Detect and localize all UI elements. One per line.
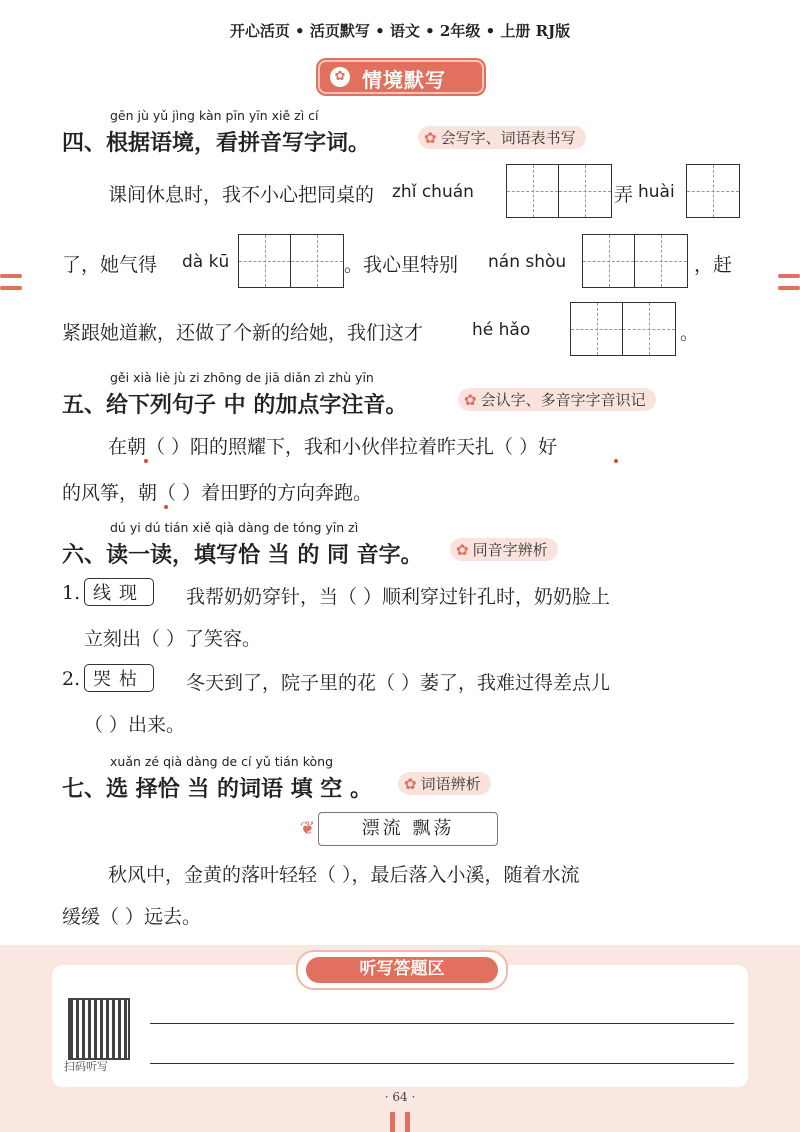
- q4-line2-a: 了，她气得: [62, 254, 158, 276]
- right-edge-mark: [778, 274, 800, 278]
- q6-title: 六、读一读，填写恰 当 的 同 音字。: [62, 543, 423, 568]
- qr-code-icon[interactable]: [68, 998, 130, 1060]
- answer-area-title: 听写答题区: [306, 957, 498, 983]
- q5-line2: 的风筝，朝（ ）着田野的方向奔跑。: [62, 482, 373, 504]
- q4-title: 四、根据语境，看拼音写字词。: [62, 131, 371, 156]
- q7-tag-text: 词语辨析: [420, 775, 481, 793]
- section-banner: [318, 60, 484, 94]
- q7-word-choices: 漂流 飘荡: [318, 812, 498, 846]
- page-header: 开心活页 • 活页默写 • 语文 • 2年级 • 上册 RJ版: [229, 22, 571, 40]
- q7-tag: [398, 772, 491, 795]
- left-edge-mark: [0, 274, 22, 278]
- q4-line3-a: 紧跟她道歉，还做了个新的给她，我们这才: [62, 322, 424, 344]
- right-edge-mark: [778, 286, 800, 290]
- q6-item1-line1: 我帮奶奶穿针，当（ ）顺利穿过针孔时，奶奶脸上: [186, 586, 611, 608]
- q6-item1-line2: 立刻出（ ）了笑容。: [84, 628, 262, 650]
- q4-tag-text: 会写字、词语表书写: [440, 129, 576, 147]
- q4-line2-c: ，赶: [694, 254, 733, 276]
- q6-item2-char-box: 哭枯: [84, 664, 154, 692]
- q6-tag-text: 同音字辨析: [472, 541, 548, 559]
- q4-line1-text: 课间休息时，我不小心把同桌的: [108, 184, 375, 206]
- emphasis-dot: [164, 505, 168, 509]
- bottom-edge-mark: [390, 1112, 395, 1132]
- qr-label: 扫码听写: [64, 1060, 108, 1073]
- writing-grid-zhichuan[interactable]: [506, 164, 612, 218]
- q5-pinyin: gěi xià liè jù zi zhōng de jiā diǎn zì zhù yīn: [110, 370, 374, 385]
- q5-line1: 在朝（ ）阳的照耀下，我和小伙伴拉着昨天扎（ ）好: [108, 436, 558, 458]
- flower-icon: ✿: [330, 67, 350, 87]
- q5-tag-text: 会认字、多音字字音识记: [480, 391, 646, 409]
- q6-item1-num: 1.: [62, 582, 81, 604]
- tag-dot-icon: ✿: [404, 775, 417, 793]
- q4-pinyin-daku: dà kū: [182, 252, 230, 272]
- writing-grid-daku[interactable]: [238, 234, 344, 288]
- q4-tag: [418, 126, 586, 149]
- answer-line[interactable]: [150, 1023, 734, 1024]
- q7-line1: 秋风中，金黄的落叶轻轻（ ），最后落入小溪，随着水流: [108, 864, 580, 886]
- q4-line2-b: 。我心里特别: [344, 254, 459, 276]
- q4-pinyin-nanshou: nán shòu: [488, 252, 567, 272]
- left-edge-mark: [0, 286, 22, 290]
- emphasis-dot: [144, 459, 148, 463]
- banner-title: 情境默写: [362, 68, 446, 92]
- page-number: · 64 ·: [384, 1090, 416, 1104]
- tag-dot-icon: ✿: [464, 391, 477, 409]
- heart-icon: ❦: [300, 818, 316, 839]
- q5-tag: [458, 388, 656, 411]
- bottom-edge-mark: [405, 1112, 410, 1132]
- q4-pinyin: gēn jù yǔ jìng kàn pīn yīn xiě zì cí: [110, 108, 319, 123]
- answer-line[interactable]: [150, 1063, 734, 1064]
- q6-pinyin: dú yi dú tián xiě qià dàng de tóng yīn zì: [110, 520, 359, 535]
- q6-tag: [450, 538, 558, 561]
- writing-grid-hehao[interactable]: [570, 302, 676, 356]
- q6-item2-line2: （ ）出来。: [84, 714, 186, 736]
- q4-line3-end: 。: [680, 322, 700, 344]
- q4-line1-mid: 弄: [614, 184, 634, 206]
- q6-item2-line1: 冬天到了，院子里的花（ ）萎了，我难过得差点儿: [186, 672, 611, 694]
- q5-title: 五、给下列句子 中 的加点字注音。: [62, 393, 408, 418]
- q6-item1-char-box: 线现: [84, 578, 154, 606]
- q7-pinyin: xuǎn zé qià dàng de cí yǔ tián kòng: [110, 754, 334, 769]
- q7-line2: 缓缓（ ）远去。: [62, 906, 202, 928]
- tag-dot-icon: ✿: [424, 129, 437, 147]
- tag-dot-icon: ✿: [456, 541, 469, 559]
- q7-title: 七、选 择恰 当 的词语 填 空 。: [62, 777, 372, 802]
- writing-grid-nanshou[interactable]: [582, 234, 688, 288]
- writing-grid-huai[interactable]: [686, 164, 740, 218]
- q4-pinyin-zhichuan: zhǐ chuán: [392, 182, 474, 202]
- q6-item2-num: 2.: [62, 668, 81, 690]
- q4-pinyin-hehao: hé hǎo: [472, 320, 531, 340]
- answer-area-tab: [296, 950, 508, 990]
- q4-pinyin-huai: huài: [638, 182, 675, 202]
- emphasis-dot: [614, 459, 618, 463]
